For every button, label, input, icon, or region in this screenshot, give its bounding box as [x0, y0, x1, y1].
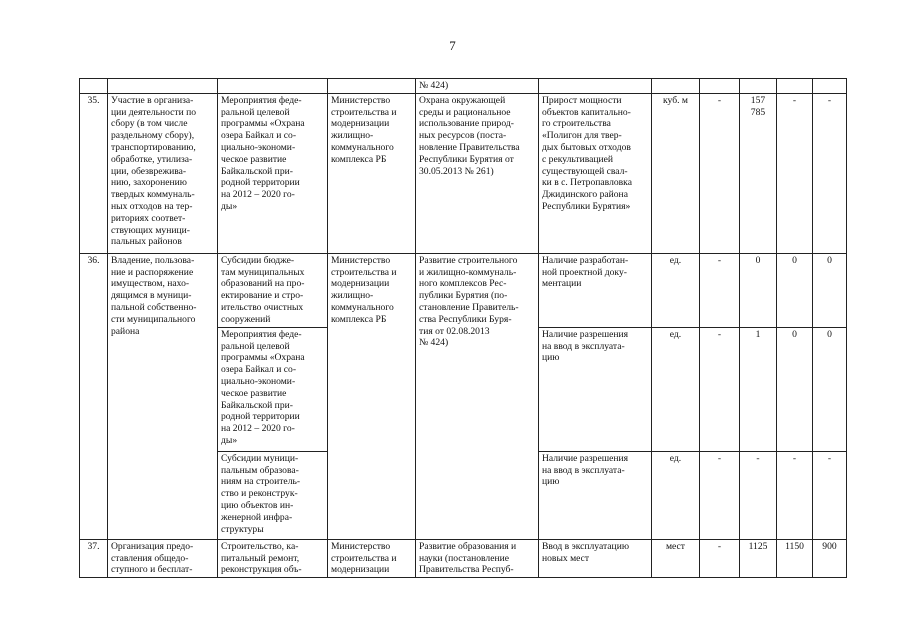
- cell-unit: ед.: [652, 451, 700, 539]
- cell-ministry: Министерство строительства и модернизации жилищно- коммунального комплекса РБ: [328, 253, 416, 539]
- cell-indicator: Наличие разработан- ной проектной доку- ментации: [539, 253, 652, 327]
- cell-indicator: Наличие разрешения на ввод в эксплуата- цию: [539, 451, 652, 539]
- cell-v1: -: [700, 539, 740, 577]
- cell-v3: [777, 79, 813, 94]
- cell-measure: Мероприятия феде- ральной целевой программы «Охрана озера Байкал и со- циально-экономи- ческое развитие Байкальской при- родной территории на 2012 – 2020 го- ды»: [218, 327, 328, 451]
- cell-program: Развитие образования и науки (постановление Правительства Респуб-: [416, 539, 539, 577]
- cell-v2: 1: [740, 327, 777, 451]
- cell-indicator: Ввод в эксплуатацию новых мест: [539, 539, 652, 577]
- cell-ministry: [328, 79, 416, 94]
- cell-program: Охрана окружающей среды и рациональное использование природ- ных ресурсов (поста- новление Правительства Республики Бурятия от 30.05.2013 № 261): [416, 93, 539, 253]
- cell-activity: Владение, пользова- ние и распоряжение имуществом, нахо- дящимся в муници- пальной собственно- сти муниципального района: [108, 253, 218, 539]
- cell-activity: [108, 79, 218, 94]
- cell-v3: 0: [777, 253, 813, 327]
- cell-v4: 0: [813, 327, 847, 451]
- cell-unit: мест: [652, 539, 700, 577]
- table-row-37: [80, 539, 847, 577]
- cell-v2: [740, 79, 777, 94]
- cell-v1: -: [700, 93, 740, 253]
- cell-v2: 157 785: [740, 93, 777, 253]
- cell-activity: Участие в организа- ции деятельности по сбору (в том числе раздельному сбору), транспортированию, обработке, утилиза- ции, обезврежива- нию, захоронению твердых коммуналь- ных отходов на тер- риториях соответ- ствующих муници- пальных районов: [108, 93, 218, 253]
- cell-num: 37.: [80, 539, 108, 577]
- cell-v4: [813, 79, 847, 94]
- cell-v3: 0: [777, 327, 813, 451]
- program-table: [79, 78, 847, 578]
- cell-v3: 1150: [777, 539, 813, 577]
- page-number: 7: [449, 38, 456, 53]
- table-row-35: [80, 93, 847, 253]
- cell-v1: -: [700, 327, 740, 451]
- cell-indicator: [539, 79, 652, 94]
- cell-indicator: Наличие разрешения на ввод в эксплуата- цию: [539, 327, 652, 451]
- table-row-continuation: [80, 79, 847, 94]
- cell-indicator: Прирост мощности объектов капитально- го строительства «Полигон для твер- дых бытовых отходов с рекультивацией существующей свал- ки в с. Петропавловка Джидинского района Республики Бурятия»: [539, 93, 652, 253]
- cell-v1: -: [700, 253, 740, 327]
- cell-v2: -: [740, 451, 777, 539]
- cell-num: 36.: [80, 253, 108, 539]
- cell-measure: Субсидии муници- пальным образова- ниям на строитель- ство и реконструк- цию объектов ин- женерной инфра- структуры: [218, 451, 328, 539]
- cell-unit: куб. м: [652, 93, 700, 253]
- cell-unit: [652, 79, 700, 94]
- cell-program: № 424): [416, 79, 539, 94]
- cell-unit: ед.: [652, 253, 700, 327]
- cell-v3: -: [777, 93, 813, 253]
- cell-v1: -: [700, 451, 740, 539]
- cell-num: 35.: [80, 93, 108, 253]
- cell-num: [80, 79, 108, 94]
- cell-v4: -: [813, 93, 847, 253]
- cell-v3: -: [777, 451, 813, 539]
- cell-v2: 0: [740, 253, 777, 327]
- cell-v4: -: [813, 451, 847, 539]
- cell-ministry: Министерство строительства и модернизации жилищно- коммунального комплекса РБ: [328, 93, 416, 253]
- cell-unit: ед.: [652, 327, 700, 451]
- cell-measure: Мероприятия феде- ральной целевой программы «Охрана озера Байкал и со- циально-экономи- ческое развитие Байкальской при- родной территории на 2012 – 2020 го- ды»: [218, 93, 328, 253]
- cell-v4: 900: [813, 539, 847, 577]
- cell-measure: [218, 79, 328, 94]
- cell-program: Развитие строительного и жилищно-коммуналь- ного комплексов Рес- публики Бурятия (по- становление Правитель- ства Республики Буря- тия от 02.08.2013 № 424): [416, 253, 539, 539]
- cell-v1: [700, 79, 740, 94]
- cell-measure: Субсидии бюдже- там муниципальных образований на про- ектирование и стро- ительство очистных сооружений: [218, 253, 328, 327]
- cell-v2: 1125: [740, 539, 777, 577]
- cell-measure: Строительство, ка- питальный ремонт, реконструкция объ-: [218, 539, 328, 577]
- cell-ministry: Министерство строительства и модернизации: [328, 539, 416, 577]
- cell-v4: 0: [813, 253, 847, 327]
- cell-activity: Организация предо- ставления общедо- ступного и бесплат-: [108, 539, 218, 577]
- table-row-36: [80, 253, 847, 327]
